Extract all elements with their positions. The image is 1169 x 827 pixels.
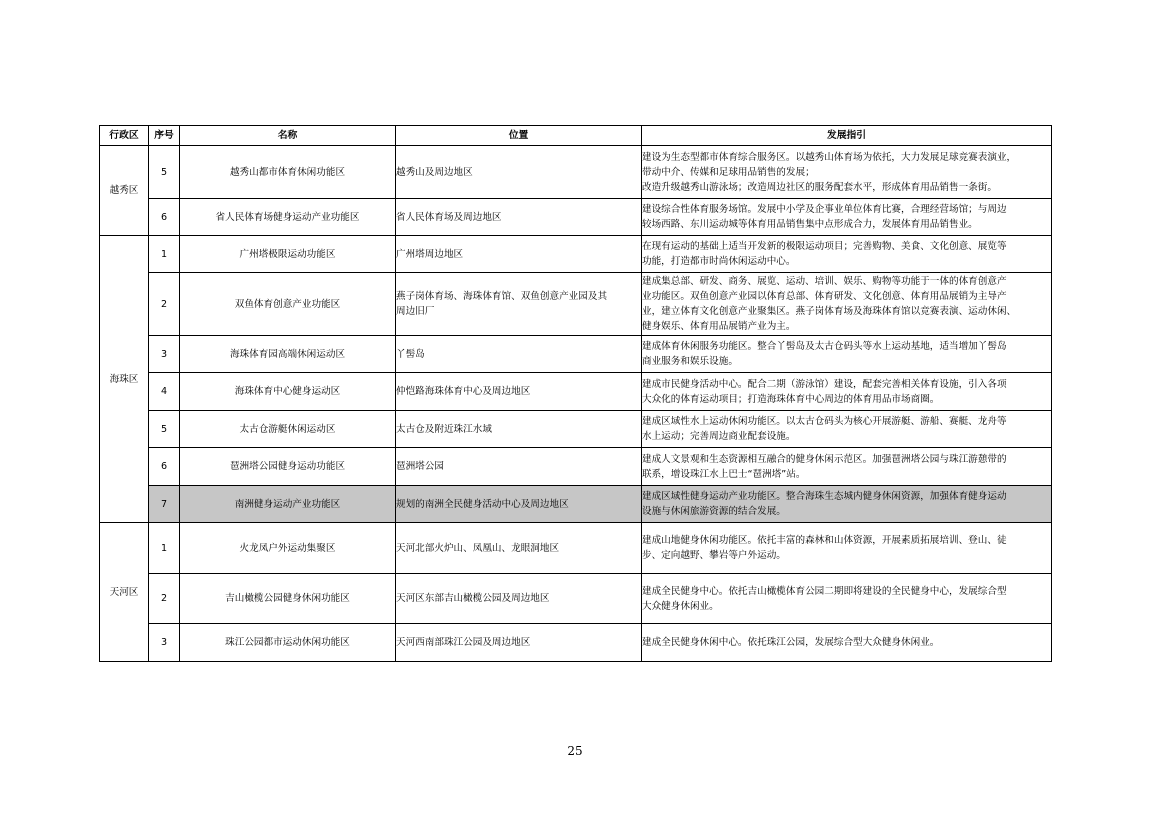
location-line: 天河西南部珠江公园及周边地区 [396,637,531,648]
table-row [100,523,1052,574]
guide-line: 在现有运动的基础上适当开发新的极限运动项目；完善购物、美食、文化创意、展览等 [642,241,1007,252]
seq-cell: 4 [149,373,180,411]
seq-cell: 6 [149,448,180,486]
name-cell: 南洲健身运动产业功能区 [180,486,396,523]
guide-line: 建成市民健身活动中心。配合二期（游泳馆）建设，配套完善相关体育设施，引入各项 [642,378,1007,390]
location-line: 琶洲塔公园 [396,461,444,472]
guide-cell [642,273,1052,336]
header-guide: 发展指引 [642,126,1052,146]
name-cell: 广州塔极限运动功能区 [180,236,396,273]
location-line: 燕子岗体育场、海珠体育馆、双鱼创意产业园及其 [396,291,608,302]
table-row [100,486,1052,523]
location-cell [396,199,642,236]
name-cell: 太古仓游艇休闲运动区 [180,411,396,448]
table-row [100,146,1052,199]
location-line: 广州塔周边地区 [396,248,464,260]
guide-line: 设施与休闲旅游资源的结合发展。 [642,506,786,517]
location-cell [396,624,642,662]
seq-cell: 3 [149,624,180,662]
table-body [100,146,1052,662]
development-guide-table [99,125,1052,662]
table-row [100,448,1052,486]
name-cell: 海珠体育园高端休闲运动区 [180,336,396,373]
location-cell [396,486,642,523]
guide-cell [642,448,1052,486]
location-line: 天河区东部吉山橄榄公园及周边地区 [396,593,550,604]
location-line: 丫髻岛 [396,348,425,360]
location-line: 仲恺路海珠体育中心及周边地区 [396,386,531,397]
seq-cell: 1 [149,523,180,574]
table-row [100,199,1052,236]
guide-line: 建设综合性体育服务场馆。发展中小学及企事业单位体育比赛，合理经营场馆；与周边 [642,204,1007,215]
name-cell: 珠江公园都市运动休闲功能区 [180,624,396,662]
guide-cell [642,336,1052,373]
guide-cell [642,411,1052,448]
guide-line: 建成山地健身休闲功能区。依托丰富的森林和山体资源，开展素质拓展培训、登山、徒 [642,535,1007,546]
table-row [100,373,1052,411]
guide-line: 步、定向越野、攀岩等户外运动。 [642,550,786,561]
location-line: 越秀山及周边地区 [396,166,473,178]
location-line: 周边旧厂 [396,306,435,317]
table-row [100,624,1052,662]
location-cell [396,273,642,336]
guide-cell [642,373,1052,411]
location-cell [396,236,642,273]
guide-line: 建成体育休闲服务功能区。整合丫髻岛及太古仓码头等水上运动基地，适当增加丫髻岛 [642,341,1007,352]
guide-cell [642,574,1052,624]
guide-cell [642,523,1052,574]
name-cell: 省人民体育场健身运动产业功能区 [180,199,396,236]
guide-line: 建成集总部、研发、商务、展览、运动、培训、娱乐、购物等功能于一体的体育创意产 [642,276,1007,287]
header-seq: 序号 [149,126,180,146]
guide-line: 业，建立体育文化创意产业聚集区。燕子岗体育场及海珠体育馆以竞赛表演、运动休闲、 [642,306,1017,317]
header-location: 位置 [396,126,642,146]
district-cell: 海珠区 [100,236,149,523]
guide-cell [642,624,1052,662]
guide-line: 水上运动；完善周边商业配套设施。 [642,431,796,442]
guide-line: 建成区域性水上运动休闲功能区。以太古仓码头为核心开展游艇、游船、赛艇、龙舟等 [642,416,1007,427]
header-district: 行政区 [100,126,149,146]
name-cell: 吉山橄榄公园健身休闲功能区 [180,574,396,624]
guide-line: 联系，增设珠江水上巴士“琶洲塔”站。 [642,468,806,480]
location-cell [396,336,642,373]
location-cell [396,448,642,486]
location-cell [396,574,642,624]
guide-line: 建成全民健身中心。依托吉山橄榄体育公园二期即将建设的全民健身中心，发展综合型 [642,585,1007,597]
guide-line: 带动中介、传媒和足球用品销售的发展； [642,166,815,178]
district-cell: 越秀区 [100,146,149,236]
table-row [100,273,1052,336]
guide-line: 建成区域性健身运动产业功能区。整合海珠生态城内健身休闲资源，加强体育健身运动 [642,491,1007,502]
table-row [100,411,1052,448]
seq-cell: 2 [149,273,180,336]
header-row [100,126,1052,146]
district-cell: 天河区 [100,523,149,662]
seq-cell: 6 [149,199,180,236]
name-cell: 双鱼体育创意产业功能区 [180,273,396,336]
location-cell [396,373,642,411]
location-line: 太古仓及附近珠江水域 [396,423,492,435]
guide-line: 业功能区。双鱼创意产业园以体育总部、体育研发、文化创意、体育用品展销为主导产 [642,291,1007,302]
seq-cell: 2 [149,574,180,624]
table-row [100,336,1052,373]
location-cell [396,411,642,448]
guide-line: 商业服务和娱乐设施。 [642,356,738,367]
seq-cell: 5 [149,146,180,199]
guide-line: 建设为生态型都市体育综合服务区。以越秀山体育场为依托，大力发展足球竞赛表演业， [642,151,1017,163]
location-line: 规划的南洲全民健身活动中心及周边地区 [396,498,569,510]
guide-line: 功能，打造都市时尚休闲运动中心。 [642,256,796,267]
guide-cell [642,146,1052,199]
guide-line: 改造升级越秀山游泳场；改造周边社区的服务配套水平，形成体育用品销售一条街。 [642,181,997,193]
seq-cell: 3 [149,336,180,373]
location-line: 天河北部火炉山、凤凰山、龙眼洞地区 [396,542,560,554]
name-cell: 越秀山都市体育休闲功能区 [180,146,396,199]
guide-cell [642,236,1052,273]
guide-line: 大众化的体育运动项目；打造海珠体育中心周边的体育用品市场商圈。 [642,393,940,405]
guide-line: 大众健身休闲业。 [642,600,719,612]
name-cell: 海珠体育中心健身运动区 [180,373,396,411]
guide-cell [642,486,1052,523]
guide-line: 建成人文景观和生态资源相互融合的健身休闲示范区。加强琶洲塔公园与珠江游憩带的 [642,453,1007,465]
table-row [100,236,1052,273]
guide-line: 健身娱乐、体育用品展销产业为主。 [642,321,796,332]
location-cell [396,146,642,199]
guide-line: 较场西路、东川运动城等体育用品销售集中点形成合力，发展体育用品销售业。 [642,219,978,230]
name-cell: 琶洲塔公园健身运动功能区 [180,448,396,486]
table-row [100,574,1052,624]
seq-cell: 5 [149,411,180,448]
name-cell: 火龙凤户外运动集聚区 [180,523,396,574]
location-cell [396,523,642,574]
guide-cell [642,199,1052,236]
location-line: 省人民体育场及周边地区 [396,211,502,223]
page-number: 25 [567,744,583,758]
seq-cell: 1 [149,236,180,273]
seq-cell: 7 [149,486,180,523]
guide-line: 建成全民健身休闲中心。依托珠江公园，发展综合型大众健身休闲业。 [642,637,940,648]
header-name: 名称 [180,126,396,146]
